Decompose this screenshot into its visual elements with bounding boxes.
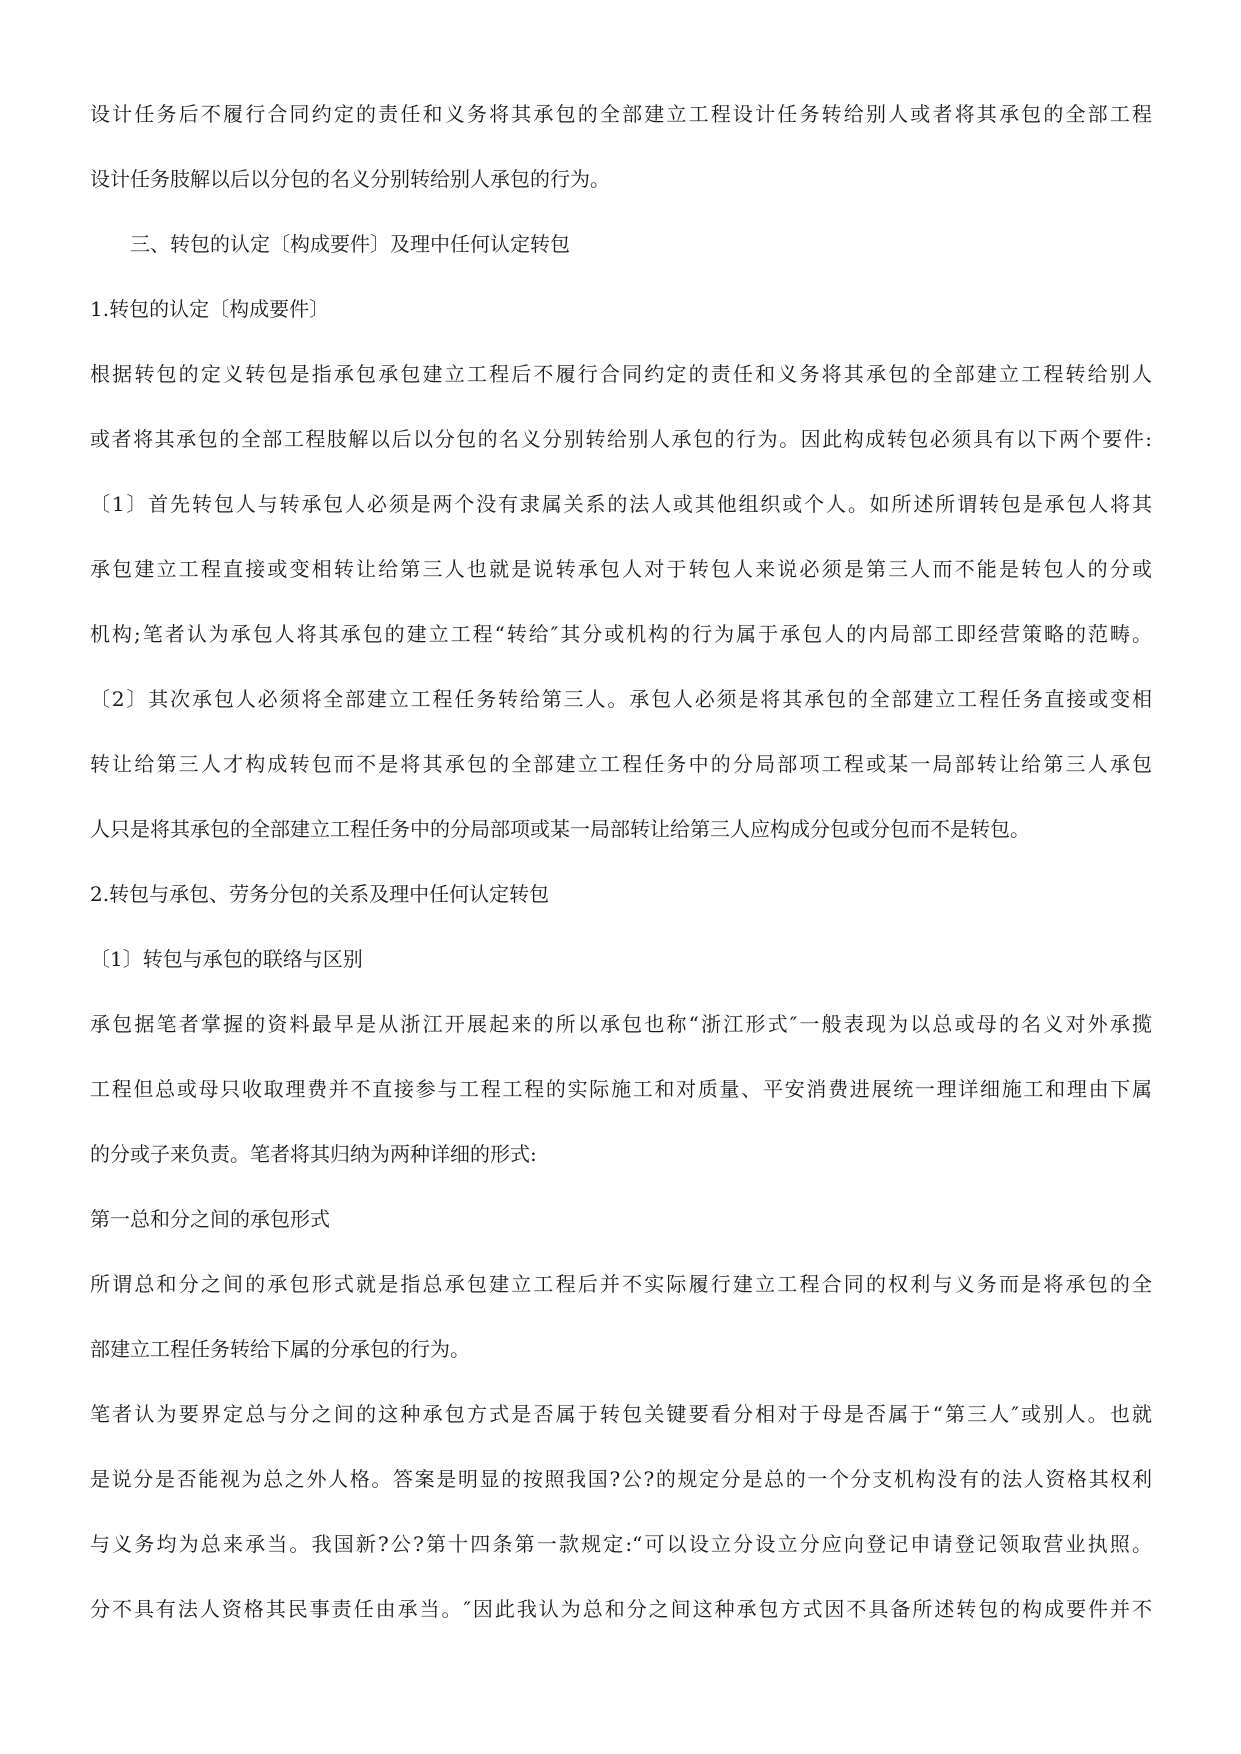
text-line: 承包据笔者掌握的资料最早是从浙江开展起来的所以承包也称“浙江形式″一般表现为以总或母的名义对外承揽: [90, 1012, 1152, 1036]
text-line: 〔1〕转包与承包的联络与区别: [90, 947, 363, 971]
text-line: 部建立工程任务转给下属的分承包的行为。: [90, 1337, 470, 1361]
text-line: 所谓总和分之间的承包形式就是指总承包建立工程后并不实际履行建立工程合同的权利与义务而是将承包的全: [90, 1272, 1152, 1296]
text-line: 或者将其承包的全部工程肢解以后以分包的名义分别转给别人承包的行为。因此构成转包必须具有以下两个要件:: [90, 427, 1152, 451]
text-line: 是说分是否能视为总之外人格。答案是明显的按照我国?公?的规定分是总的一个分支机构没有的法人资格其权利: [90, 1467, 1152, 1491]
text-line: 〔2〕其次承包人必须将全部建立工程任务转给第三人。承包人必须是将其承包的全部建立工程任务直接或变相: [90, 687, 1152, 711]
text-line: 人只是将其承包的全部建立工程任务中的分局部项或某一局部转让给第三人应构成分包或分包而不是转包。: [90, 817, 1030, 841]
text-line: 工程但总或母只收取理费并不直接参与工程工程的实际施工和对质量、平安消费进展统一理详细施工和理由下属: [90, 1077, 1152, 1101]
text-line: 〔1〕首先转包人与转承包人必须是两个没有隶属关系的法人或其他组织或个人。如所述所谓转包是承包人将其: [90, 492, 1152, 516]
text-line: 笔者认为要界定总与分之间的这种承包方式是否属于转包关键要看分相对于母是否属于“第三人″或别人。也就: [90, 1402, 1152, 1426]
text-line: 分不具有法人资格其民事责任由承当。″因此我认为总和分之间这种承包方式因不具备所述转包的构成要件并不: [90, 1597, 1152, 1621]
text-line: 设计任务肢解以后以分包的名义分别转给别人承包的行为。: [90, 167, 610, 191]
text-line: 转让给第三人才构成转包而不是将其承包的全部建立工程任务中的分局部项工程或某一局部转让给第三人承包: [90, 752, 1152, 776]
text-line: 根据转包的定义转包是指承包承包建立工程后不履行合同约定的责任和义务将其承包的全部建立工程转给别人: [90, 362, 1152, 386]
text-line: 承包建立工程直接或变相转让给第三人也就是说转承包人对于转包人来说必须是第三人而不能是转包人的分或: [90, 557, 1152, 581]
text-line: 2.转包与承包、劳务分包的关系及理中任何认定转包: [90, 882, 550, 906]
text-line: 机构;笔者认为承包人将其承包的建立工程“转给″其分或机构的行为属于承包人的内局部工即经营策略的范畴。: [90, 622, 1152, 646]
text-line: 1.转包的认定〔构成要件〕: [90, 297, 330, 321]
text-line: 设计任务后不履行合同约定的责任和义务将其承包的全部建立工程设计任务转给别人或者将其承包的全部工程: [90, 102, 1152, 126]
text-line: 第一总和分之间的承包形式: [90, 1207, 330, 1231]
text-line: 与义务均为总来承当。我国新?公?第十四条第一款规定:“可以设立分设立分应向登记申请登记领取营业执照。: [90, 1532, 1152, 1556]
text-line: 的分或子来负责。笔者将其归纳为两种详细的形式:: [90, 1142, 537, 1166]
document-body: [90, 98, 1152, 1658]
text-line: 三、转包的认定〔构成要件〕及理中任何认定转包: [130, 232, 570, 256]
